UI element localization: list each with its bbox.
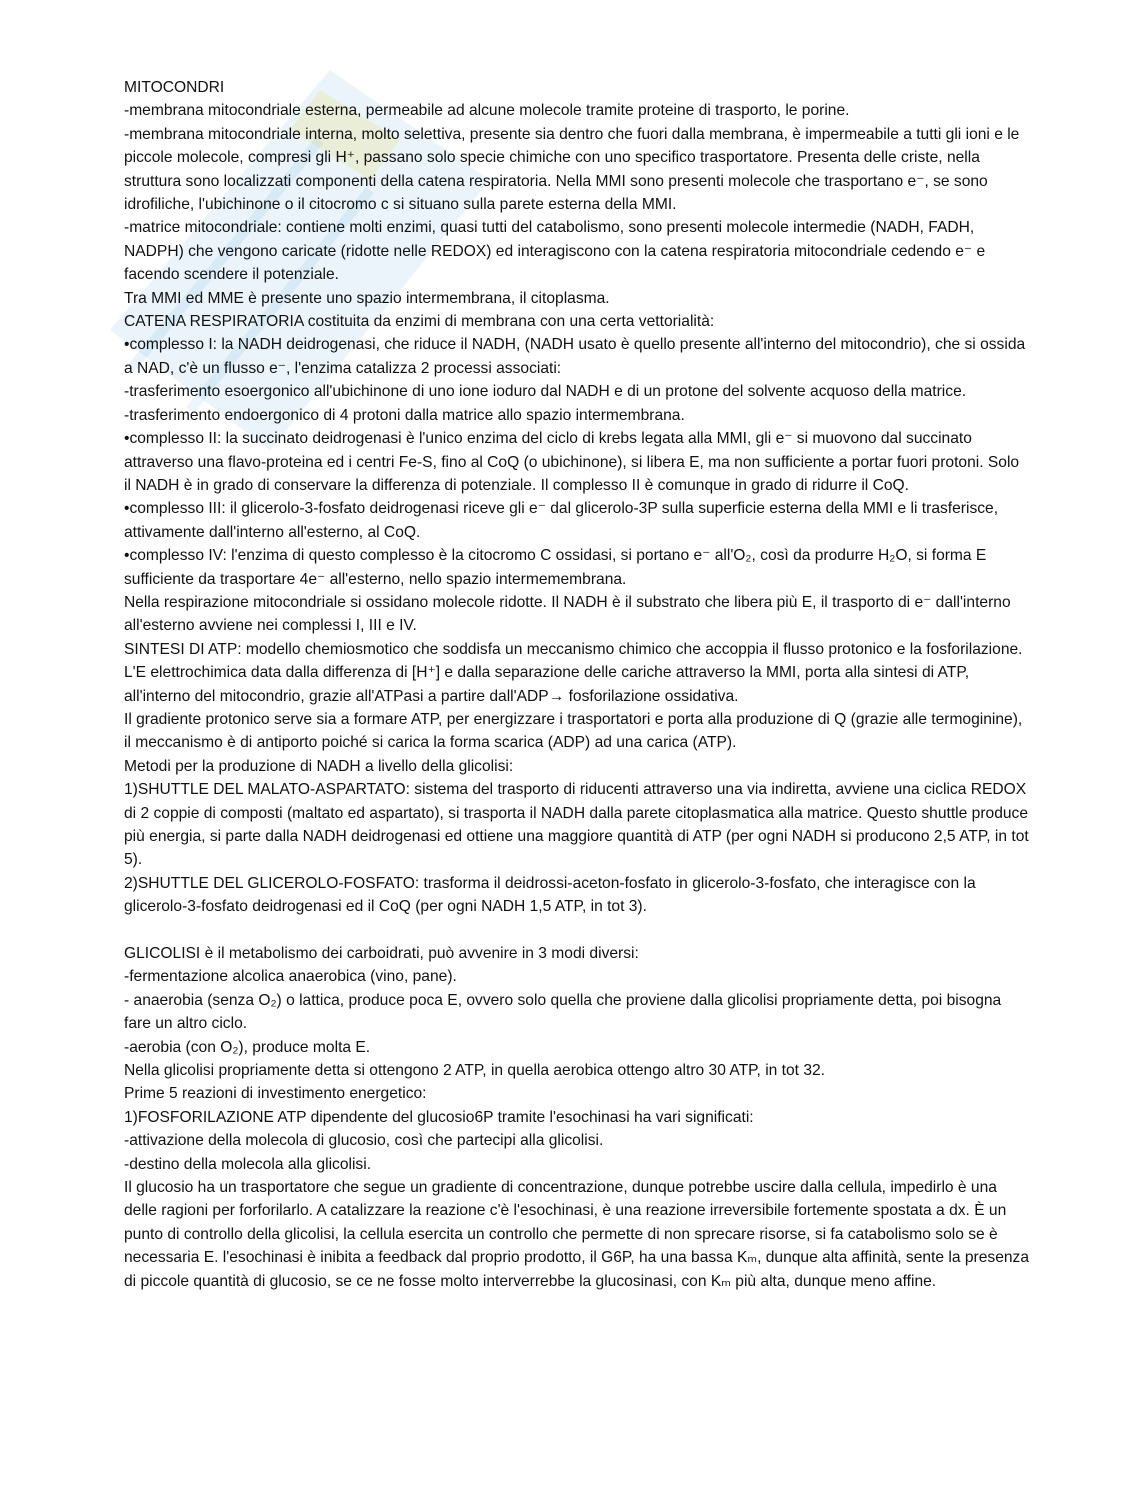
paragraph: Metodi per la produzione di NADH a livello della glicolisi: <box>124 757 514 775</box>
paragraph: CATENA RESPIRATORIA costituita da enzimi di membrana con una certa vettorialità: <box>124 313 715 331</box>
paragraph: Nella respirazione mitocondriale si ossidano molecole ridotte. Il NADH è il substrato che libera più E, il trasporto di e⁻ dall'interno all'esterno avviene nei complessi I, III e IV. <box>124 593 1015 635</box>
paragraph: •complesso III: il glicerolo-3-fosfato deidrogenasi riceve gli e⁻ dal glicerolo-3P sulla superficie esterna della MMI e li trasferisce, attivamente dall'interno all'esterno, al CoQ. <box>124 500 1003 541</box>
paragraph: -membrana mitocondriale esterna, permeabile ad alcune molecole tramite proteine di trasporto, le porine. <box>124 102 850 120</box>
paragraph: -attivazione della molecola di glucosio, così che partecipi alla glicolisi. <box>124 1132 604 1150</box>
paragraph: - anaerobia (senza O₂) o lattica, produce poca E, ovvero solo quella che proviene dalla glicolisi propriamente detta, poi bisogna fare un altro ciclo. <box>124 991 1006 1033</box>
paragraph: Tra MMI ed MME è presente uno spazio intermembrana, il citoplasma. <box>124 289 610 307</box>
paragraph: Prime 5 reazioni di investimento energetico: <box>124 1085 427 1103</box>
paragraph: Nella glicolisi propriamente detta si ottengono 2 ATP, in quella aerobica ottengo altro 30 ATP, in tot 32. <box>124 1062 826 1080</box>
paragraph: Il glucosio ha un trasportatore che segue un gradiente di concentrazione, dunque potrebbe uscire dalla cellula, impedirlo è una delle ragioni per forforilarlo. A catalizzare la reazione c'è l'esochinasi, è una reazione irreversibile fortemente spostata a dx. È un punto di controllo della glicolisi, la cellula esercita un controllo che permette di non sprecare risorse, si fa catabolismo solo se è necessaria E. l'esochinasi è inibita a feedback dal proprio prodotto, il G6P, ha una bassa Kₘ, dunque alta affinità, sente la presenza di piccole quantità di glucosio, se ce ne fosse molto interverrebbe la glucosinasi, con Kₘ più alta, dunque meno affine. <box>124 1179 1034 1290</box>
blank-line <box>124 919 1029 942</box>
paragraph: -trasferimento esoergonico all'ubichinone di uno ione ioduro dal NADH e di un protone del solvente acquoso della matrice. <box>124 383 967 401</box>
paragraph: -aerobia (con O₂), produce molta E. <box>124 1038 371 1056</box>
heading-glicolisi: GLICOLISI è il metabolismo dei carboidrati, può avvenire in 3 modi diversi: <box>124 945 639 963</box>
paragraph: Il gradiente protonico serve sia a formare ATP, per energizzare i trasportatori e porta alla produzione di Q (grazie alle termoginine), il meccanismo è di antiporto poiché si carica la forma scarica (ADP) ad una carica (ATP). <box>124 710 1027 752</box>
paragraph: -trasferimento endoergonico di 4 protoni dalla matrice allo spazio intermembrana. <box>124 406 685 424</box>
paragraph: 2)SHUTTLE DEL GLICEROLO-FOSFATO: trasforma il deidrossi-aceton-fosfato in glicerolo-3-fosfato, che interagisce con la glicerolo-3-fosfato deidrogenasi ed il CoQ (per ogni NADH 1,5 ATP, in tot 3). <box>124 874 980 916</box>
document-page <box>124 76 1034 1293</box>
paragraph: •complesso I: la NADH deidrogenasi, che riduce il NADH, (NADH usato è quello presente all'interno del mitocondrio), che si ossida a NAD, c'è un flusso e⁻, l'enzima catalizza 2 processi associati: <box>124 336 1030 377</box>
paragraph: -fermentazione alcolica anaerobica (vino, pane). <box>124 968 457 986</box>
paragraph: •complesso II: la succinato deidrogenasi è l'unico enzima del ciclo di krebs legata alla MMI, gli e⁻ si muovono dal succinato attraverso una flavo-proteina ed i centri Fe-S, fino al CoQ (o ubichinone), si libera E, ma non sufficiente a portar fuori protoni. Solo il NADH è in grado di conservare la differenza di potenziale. Il complesso II è comunque in grado di ridurre il CoQ. <box>124 430 1024 494</box>
heading-mitocondri: MITOCONDRI <box>124 79 225 96</box>
paragraph: -membrana mitocondriale interna, molto selettiva, presente sia dentro che fuori dalla membrana, è impermeabile a tutti gli ioni e le piccole molecole, compresi gli H⁺, passano solo specie chimiche con uno specifico trasportatore. Presenta delle criste, nella struttura sono localizzati componenti della catena respiratoria. Nella MMI sono presenti molecole che trasportano e⁻, se sono idrofiliche, l'ubichinone o il citocromo c si situano sulla parete esterna della MMI. <box>124 125 1024 214</box>
paragraph: 1)SHUTTLE DEL MALATO-ASPARTATO: sistema del trasporto di riducenti attraverso una via indiretta, avviene una ciclica REDOX di 2 coppie di composti (maltato ed aspartato), si trasporta il NADH dalla parete citoplasmatica alla matrice. Questo shuttle produce più energia, si parte dalla NADH deidrogenasi ed ottiene una maggiore quantità di ATP (per ogni NADH si producono 2,5 ATP, in tot 5). <box>124 781 1034 869</box>
paragraph: •complesso IV: l'enzima di questo complesso è la citocromo C ossidasi, si portano e⁻ all'O₂, così da produrre H₂O, si forma E sufficiente da trasportare 4e⁻ all'esterno, nello spazio intermemembrana. <box>124 547 991 588</box>
paragraph: -destino della molecola alla glicolisi. <box>124 1155 372 1173</box>
paragraph: SINTESI DI ATP: modello chemiosmotico che soddisfa un meccanismo chimico che accoppia il flusso protonico e la fosforilazione. L'E elettrochimica data dalla differenza di [H⁺] e dalla separazione delle cariche attraverso la MMI, porta alla sintesi di ATP, all'interno del mitocondrio, grazie all'ATPasi a partire dall'ADP→ fosforilazione ossidativa. <box>124 640 1027 705</box>
paragraph: -matrice mitocondriale: contiene molti enzimi, quasi tutti del catabolismo, sono presenti molecole intermedie (NADH, FADH, NADPH) che vengono caricate (ridotte nelle REDOX) ed interagiscono con la catena respiratoria mitocondriale cedendo e⁻ e facendo scendere il potenziale. <box>124 219 990 284</box>
paragraph: 1)FOSFORILAZIONE ATP dipendente del glucosio6P tramite l'esochinasi ha vari significati: <box>124 1108 754 1126</box>
